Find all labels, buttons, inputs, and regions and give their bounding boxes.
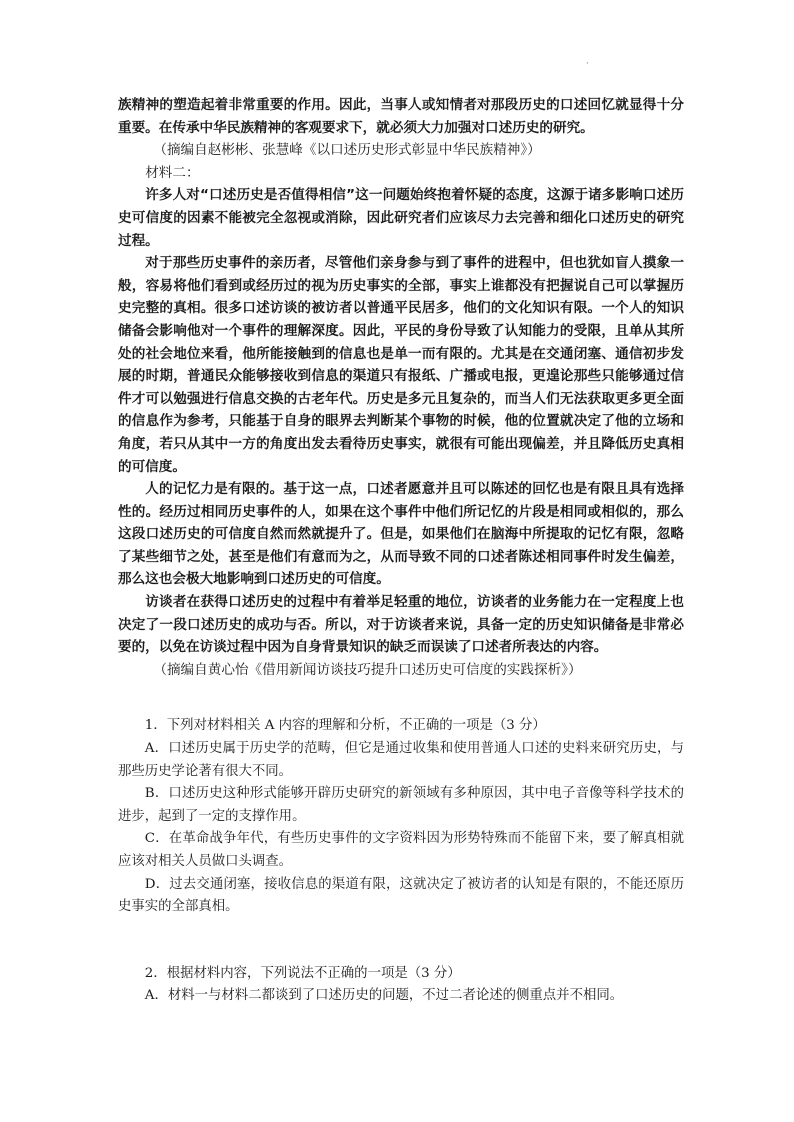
- question-two: [118, 963, 684, 1008]
- spacer: [118, 681, 684, 715]
- spacer: [118, 919, 684, 963]
- question-one-option-c: C．在革命战争年代，有些历史事件的文字资料因为形势特殊而不能留下来，要了解真相就应该对相关人员做口头调查。: [118, 831, 684, 869]
- material-two-paragraph: 访谈者在获得口述历史的过程中有着举足轻重的地位，访谈者的业务能力在一定程度上也决定了一段口述历史的成功与否。所以，对于访谈者来说，具备一定的历史知识储备是非常必要的，以免在访谈过程中因为自身背景知识的缺乏而误读了口述者所表达的内容。: [118, 594, 684, 656]
- question-one-option-d: D．过去交通闭塞，接收信息的渠道有限，这就决定了被访者的认知是有限的，不能还原历史事实的全部真相。: [118, 876, 684, 915]
- question-one-option-b: B．口述历史这种形式能够开辟历史研究的新领域有多种原因，其中电子音像等科学技术的进步，起到了一定的支撑作用。: [118, 786, 684, 824]
- material-two-paragraph: 许多人对“口述历史是否值得相信”这一问题始终抱着怀疑的态度，这源于诸多影响口述历史可信度的因素不能被完全忽视或消除，因此研究者们应该尽力去完善和细化口述历史的研究过程。: [118, 187, 684, 249]
- material-two-label: 材料二：: [145, 164, 200, 181]
- reading-passage: [118, 94, 684, 681]
- page-content: [118, 94, 684, 1008]
- question-two-stem: 2．根据材料内容，下列说法不正确的一项是（3 分）: [144, 965, 461, 981]
- question-two-option-a: A．材料一与材料二都谈到了口述历史的问题，不过二者论述的侧重点并不相同。: [144, 988, 624, 1004]
- question-one-stem: 1．下列对材料相关 A 内容的理解和分析，不正确的一项是（3 分）: [144, 718, 546, 734]
- material-one-tail: 族精神的塑造起着非常重要的作用。因此，当事人或知情者对那段历史的口述回忆就显得十分重要。在传承中华民族精神的客观要求下，就必须大力加强对口述历史的研究。: [118, 97, 684, 136]
- material-two-source: （摘编自黄心怡《借用新闻访谈技巧提升口述历史可信度的实践探析》）: [153, 661, 582, 678]
- material-two-paragraph: 对于那些历史事件的亲历者，尽管他们亲身参与到了事件的进程中，但也犹如盲人摸象一般，容易将他们看到或经历过的视为历史事实的全部，事实上谁都没有把握说自己可以掌握历史完整的真相。很多口述访谈的被访者以普通平民居多，他们的文化知识有限。一个人的知识储备会影响他对一个事件的理解深度。因此，平民的身份导致了认知能力的受限，且单从其所处的社会地位来看，他所能接触到的信息也是单一而有限的。尤其是在交通闭塞、通信初步发展的时期，普通民众能够接收到信息的渠道只有报纸、广播或电报，更遑论那些只能够通过信件才可以勉强进行信息交换的古老年代。历史是多元且复杂的，而当人们无法获取更多更全面的信息作为参考，只能基于自身的眼界去判断某个事物的时候，他的位置就决定了他的立场和角度，若只从其中一方的角度出发去看待历史事实，就很有可能出现偏差，并且降低历史真相的可信度。: [118, 255, 684, 475]
- material-one-source: （摘编自赵彬彬、张慧峰《以口述历史形式彰显中华民族精神》）: [153, 142, 541, 159]
- question-one-option-a: A．口述历史属于历史学的范畴，但它是通过收集和使用普通人口述的史料来研究历史，与那些历史学论著有很大不同。: [118, 741, 684, 779]
- corner-mark: ·: [586, 59, 589, 69]
- material-two-paragraph: 人的记忆力是有限的。基于这一点，口述者愿意并且可以陈述的回忆也是有限且具有选择性的。经历过相同历史事件的人，如果在这个事件中他们所记忆的片段是相同或相似的，那么这段口述历史的可信度自然而然就提升了。但是，如果他们在脑海中所提取的记忆有限，忽略了某些细节之处，甚至是他们有意而为之，从而导致不同的口述者陈述相同事件时发生偏差，那么这也会极大地影响到口述历史的可信度。: [118, 481, 684, 588]
- question-one: [118, 715, 684, 918]
